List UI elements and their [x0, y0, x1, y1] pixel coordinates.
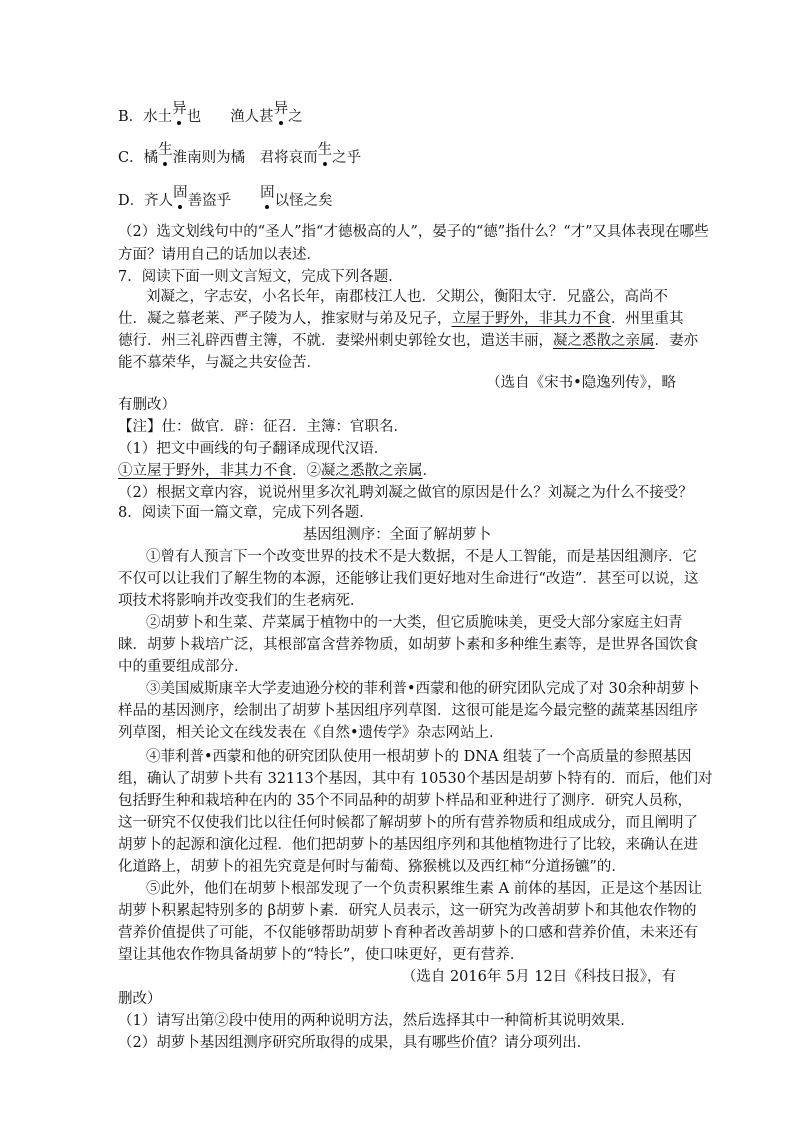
- paragraph-line: 胡萝卜的起源和演化过程．他们把胡萝卜的基因组序列和其他植物进行了比较，来确认在进: [118, 837, 698, 853]
- paragraph-line: 项技术将影响并改变我们的生老病死．: [118, 593, 365, 609]
- dotted-word: 生: [318, 139, 333, 161]
- option-letter: D．: [118, 193, 145, 209]
- paragraph-line: 这一研究不仅使我们比以往任何时候都了解胡萝卜的所有营养物质和组成成分，而且阐明了: [118, 815, 698, 831]
- paragraph-line: 胡萝卜积累起特别多的 β胡萝卜素．研究人员表示，这一研究为改善胡萝卜和其他农作物的: [118, 903, 697, 919]
- option-text: 以怪之矣: [274, 193, 333, 209]
- paragraph-line: 中的重要组成部分．: [118, 659, 249, 675]
- passage-text: ．妻亦: [654, 333, 698, 349]
- paragraph-line: 不仅可以让我们了解生物的本源，还能够让我们更好地对生命进行“改造”．甚至可以说，这: [118, 571, 699, 587]
- passage-line: [118, 308, 684, 330]
- dotted-word: 生: [158, 139, 173, 161]
- article-title: 基因组测序：全面了解胡萝卜: [302, 527, 492, 543]
- sub-question-items: [118, 460, 678, 482]
- dotted-word: 异: [274, 98, 289, 120]
- option-letter: C．: [118, 150, 144, 166]
- paragraph-line: 样品的基因测序，绘制出了胡萝卜基因组序列草图．这很可能是迄今最完整的蔬菜基因组序: [118, 703, 698, 719]
- source-citation: 有删改）: [118, 397, 176, 413]
- passage-line: [118, 330, 698, 352]
- option-text: 齐人: [144, 193, 174, 209]
- dotted-word: 异: [172, 98, 187, 120]
- separator: ．: [422, 463, 437, 479]
- paragraph-line: ④菲利普•西蒙和他的研究团队使用一根胡萝卜的 DNA 组装了一个高质量的参照基因: [146, 749, 692, 765]
- paragraph-line: 列草图，相关论文在线发表在《自然•遗传学》杂志网站上．: [118, 725, 504, 741]
- passage-text: 仕．凝之慕老莱、严子陵为人，推家财与弟及兄子，: [118, 311, 452, 327]
- paragraph-line: 化道路上，胡萝卜的祖先究竟是何时与葡萄、猕猴桃以及西红柿“分道扬镳”的．: [118, 859, 626, 875]
- paragraph-line: ②胡萝卜和生菜、芹菜属于植物中的一大类，但它质脆味美，更受大部分家庭主妇青: [146, 615, 683, 631]
- question-line: （2）选文划线句中的“圣人”指“才德极高的人”，晏子的“德”指什么？“才”又具体表现在哪些: [118, 224, 709, 240]
- option-text: 橘: [143, 150, 159, 166]
- underlined-sentence: 立屋于野外，非其力不食: [451, 311, 611, 327]
- source-citation: （选自 2016年 5月 12日《科技日报》，有: [401, 969, 676, 985]
- paragraph-line: 包括野生种和栽培种在内的 35个不同品种的胡萝卜样品和亚种进行了测序．研究人员称，: [118, 793, 693, 809]
- option-text: 水土: [143, 109, 173, 125]
- option-text: 也 渔人甚: [186, 109, 274, 125]
- question-line: 方面？请用自己的话加以表述．: [118, 247, 321, 263]
- paragraph-line: ⑤此外，他们在胡萝卜根部发现了一个负责积累维生素 A 前体的基因，正是这个基因让: [146, 881, 703, 897]
- option-text: 之乎: [332, 150, 362, 166]
- underlined-sentence: ①立屋于野外，非其力不食: [118, 463, 292, 479]
- option-text: 善盗乎: [187, 193, 261, 209]
- paragraph-line: 组，确认了胡萝卜共有 32113个基因，其中有 10530个基因是胡萝卜特有的．而后，他们对: [118, 771, 713, 787]
- option-c: [118, 142, 362, 169]
- sub-question: （2）根据文章内容，说说州里多次礼聘刘凝之做官的原因是什么？刘凝之为什么不接受？: [118, 485, 693, 501]
- passage-text: ．州里重其: [611, 311, 684, 327]
- paragraph-line: 望让其他农作物具备胡萝卜的“特长”，使口味更好，更有营养．: [118, 947, 525, 963]
- sub-question: （1）请写出第②段中使用的两种说明方法，然后选择其中一种简析其说明效果．: [118, 1013, 635, 1029]
- passage-line: 能不慕荣华，与凝之共安俭苦．: [118, 355, 321, 371]
- option-b: [118, 101, 303, 128]
- option-text: 之: [288, 109, 303, 125]
- option-d: [118, 185, 333, 212]
- note: 【注】仕：做官．辟：征召．主簿：官职名．: [118, 419, 408, 435]
- sub-question: （2）胡萝卜基因组测序研究所取得的成果，具有哪些价值？请分项列出．: [118, 1035, 592, 1051]
- underlined-sentence: 凝之悉散之亲属: [553, 333, 655, 349]
- option-letter: B．: [118, 109, 144, 125]
- underlined-sentence: 凝之悉散之亲属: [321, 463, 423, 479]
- paragraph-line: ③美国威斯康辛大学麦迪逊分校的菲利普•西蒙和他的研究团队完成了对 30余种胡萝卜: [146, 681, 700, 697]
- dotted-word: 固: [260, 182, 275, 204]
- separator: ．②: [292, 463, 321, 479]
- source-citation: （选自《宋书•隐逸列传》，略: [486, 375, 676, 391]
- paragraph-line: 睐．胡萝卜栽培广泛，其根部富含营养物质，如胡萝卜素和多种维生素等，是世界各国饮食: [118, 637, 698, 653]
- option-text: 淮南则为橘 君将哀而: [172, 150, 318, 166]
- dotted-word: 固: [173, 182, 188, 204]
- question-title: 8．阅读下面一篇文章，完成下列各题．: [118, 505, 374, 521]
- sub-question: （1）把文中画线的句子翻译成现代汉语．: [118, 441, 389, 457]
- paragraph-line: 营养价值提供了可能，不仅能够帮助胡萝卜育种者改善胡萝卜的口感和营养价值，未来还有: [118, 925, 698, 941]
- question-title: 7．阅读下面一则文言短文，完成下列各题．: [118, 269, 403, 285]
- passage-text: 德行．州三礼辟西曹主簿，不就．妻梁州刺史郭铨女也，遣送丰丽，: [118, 333, 553, 349]
- source-citation: 删改）: [118, 991, 162, 1007]
- paragraph-line: ①曾有人预言下一个改变世界的技术不是大数据，不是人工智能，而是基因组测序．它: [146, 549, 697, 565]
- passage-line: 刘凝之，字志安，小名长年，南郡枝江人也．父期公，衡阳太守．兄盛公，高尚不: [146, 289, 668, 305]
